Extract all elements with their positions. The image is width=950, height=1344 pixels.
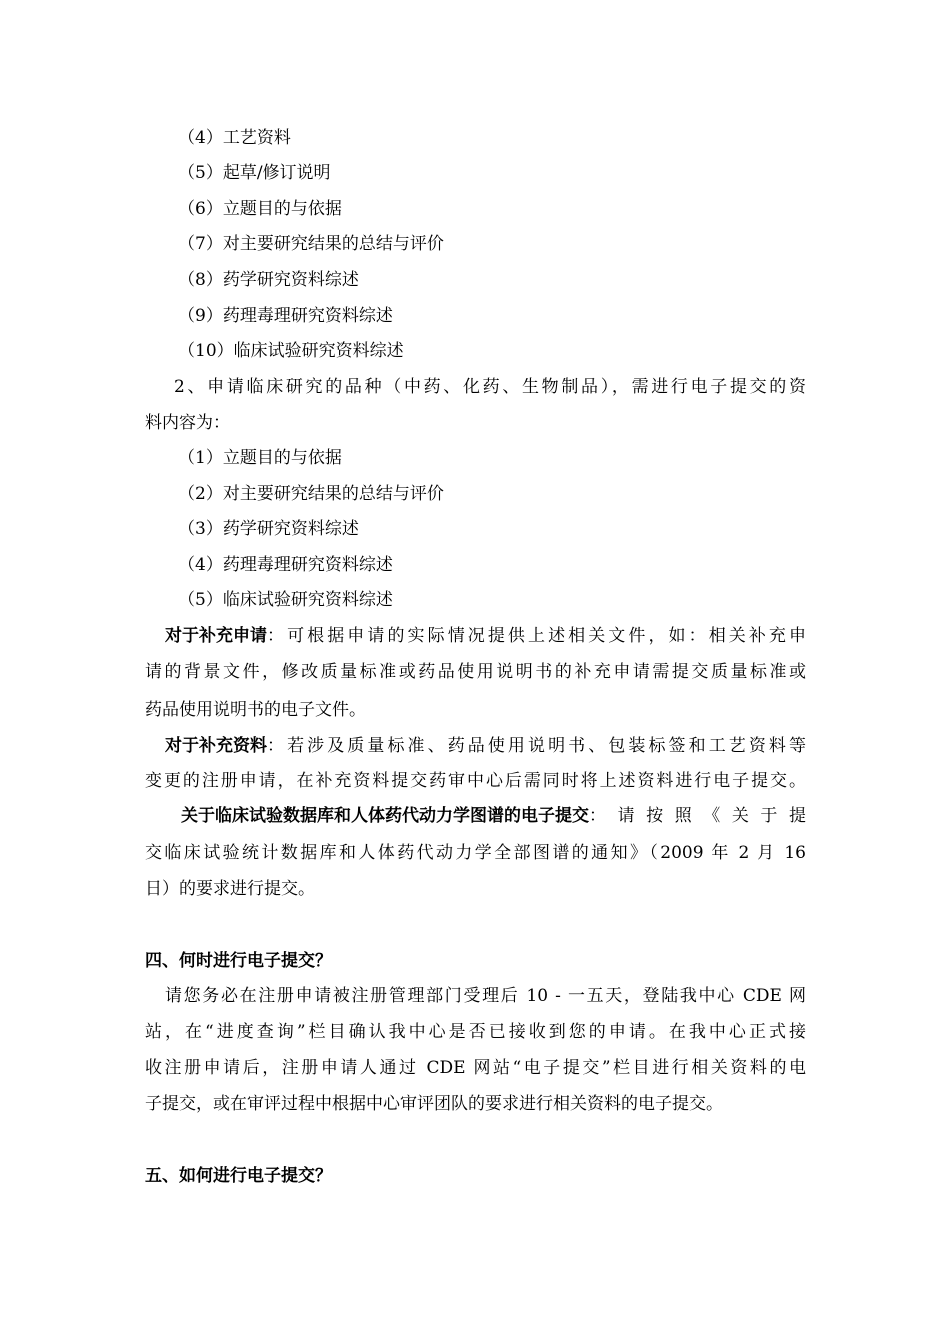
list-item: （9）药理毒理研究资料综述	[178, 306, 393, 326]
list-item: （2）对主要研究结果的总结与评价	[178, 484, 444, 504]
list-item: （4）工艺资料	[178, 128, 291, 148]
paragraph-line: 交临床试验统计数据库和人体药代动力学全部图谱的通知》（2009 年 2 月 16	[145, 843, 806, 863]
list-item: （5）临床试验研究资料综述	[178, 590, 393, 610]
paragraph-line: 收注册申请后，注册申请人通过 CDE 网站“电子提交”栏目进行相关资料的电	[145, 1058, 806, 1078]
list-item: （1）立题目的与依据	[178, 448, 342, 468]
list-item: （3）药学研究资料综述	[178, 519, 359, 539]
list-item: （5）起草/修订说明	[178, 163, 331, 183]
paragraph-line: 2、申请临床研究的品种（中药、化药、生物制品），需进行电子提交的资	[174, 377, 806, 397]
bold-label: 关于临床试验数据库和人体药代动力学图谱的电子提交	[181, 806, 589, 826]
paragraph-line: 站，在“进度查询”栏目确认我中心是否已接收到您的申请。在我中心正式接	[145, 1022, 806, 1042]
paragraph-line: 变更的注册申请，在补充资料提交药审中心后需同时将上述资料进行电子提交。	[145, 771, 806, 791]
paragraph-line: 日）的要求进行提交。	[145, 879, 315, 899]
paragraph-text: ：请按照《关于提	[589, 806, 806, 826]
paragraph-text: ：可根据申请的实际情况提供上述相关文件，如：相关补充申	[267, 626, 806, 646]
list-item: （4）药理毒理研究资料综述	[178, 555, 393, 575]
paragraph-line: 请的背景文件，修改质量标准或药品使用说明书的补充申请需提交质量标准或	[145, 662, 806, 682]
paragraph-line	[181, 804, 806, 828]
paragraph-line: 请您务必在注册申请被注册管理部门受理后 10 - 一五天，登陆我中心 CDE 网	[165, 986, 806, 1006]
paragraph-line: 料内容为：	[145, 413, 230, 433]
paragraph-line: 子提交，或在审评过程中根据中心审评团队的要求进行相关资料的电子提交。	[145, 1094, 723, 1114]
bold-label: 对于补充申请	[165, 626, 267, 646]
paragraph-line	[165, 734, 806, 758]
paragraph-line	[165, 624, 806, 648]
bold-label: 对于补充资料	[165, 736, 267, 756]
paragraph-line: 药品使用说明书的电子文件。	[145, 700, 366, 720]
section-heading: 四、何时进行电子提交？	[145, 951, 332, 971]
list-item: （10）临床试验研究资料综述	[178, 341, 404, 361]
list-item: （8）药学研究资料综述	[178, 270, 359, 290]
section-heading: 五、如何进行电子提交？	[145, 1166, 332, 1186]
list-item: （7）对主要研究结果的总结与评价	[178, 234, 444, 254]
paragraph-text: ：若涉及质量标准、药品使用说明书、包装标签和工艺资料等	[267, 736, 806, 756]
list-item: （6）立题目的与依据	[178, 199, 342, 219]
